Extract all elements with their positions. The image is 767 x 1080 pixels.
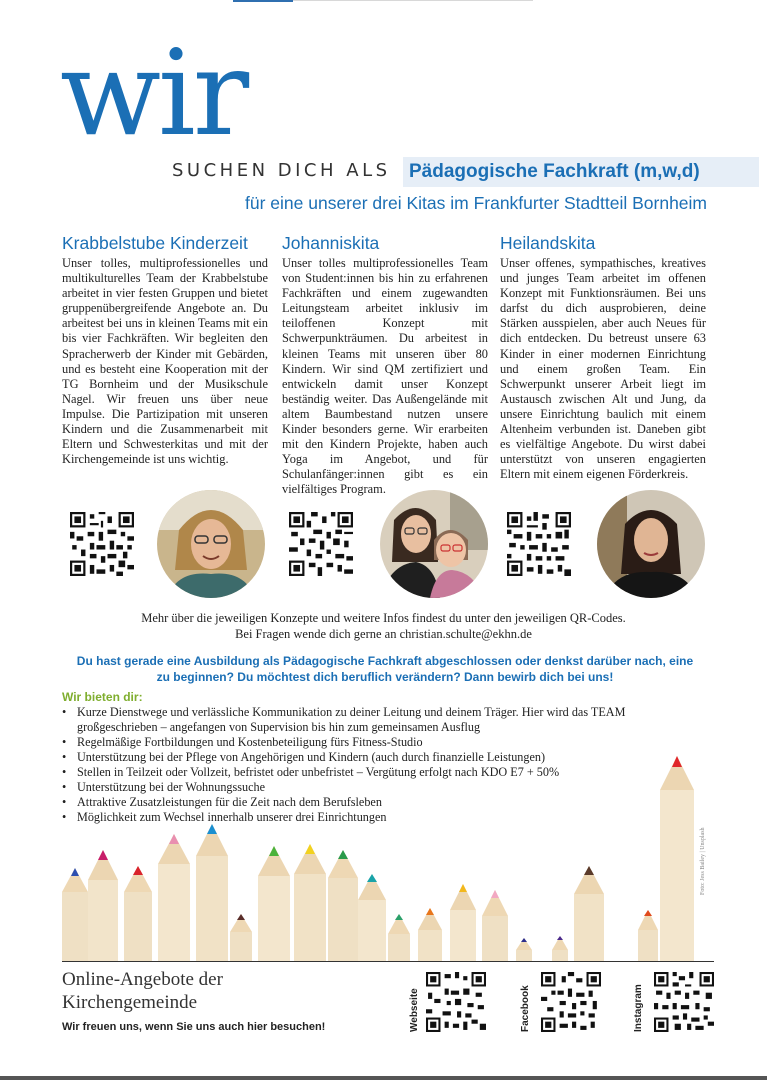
pencil bbox=[158, 834, 190, 962]
footer-title-line2: Kirchengemeinde bbox=[62, 992, 198, 1013]
qr-code-webseite[interactable] bbox=[426, 972, 486, 1032]
kita-name: Heilandskita bbox=[500, 233, 596, 253]
pencil bbox=[450, 884, 476, 962]
kita-column-krabbelstube bbox=[62, 233, 268, 467]
qr-code-instagram[interactable] bbox=[654, 972, 714, 1032]
kita-description: Unser tolles, multiprofessionelles und multikulturelles Team der Krabbelstube arbeitet in vier festen Gruppen und bietet gruppenübergreifende Angebote an. Du arbeitest bei uns in kleinen Teams mit ein bis vier Fachkräften. Wir begleiten den Spracherwerb der Kinder mit Gebärden, und es besteht eine Kooperation mit der TG Bornheim und der Musikschule Nagel. Wir freuen uns über neue Impulse. Die Partizipation mit unseren Kindern und die Zusammenarbeit mit Eltern und Schwesterkitas und mit der Kirchengemeinde ist uns wichtig. bbox=[62, 256, 268, 467]
social-label-webseite: Webseite bbox=[409, 988, 420, 1032]
offer-item: • Stellen in Teilzeit oder Vollzeit, befristet oder unbefristet – Vergütung erfolgt nach KDO E7 + 50% bbox=[62, 765, 662, 780]
footer-title-line1: Online-Angebote der bbox=[62, 969, 223, 990]
offer-item: • Attraktive Zusatzleistungen für die Zeit nach dem Berufsleben bbox=[62, 795, 662, 810]
pencil bbox=[124, 866, 152, 962]
info-line-qr: Mehr über die jeweiligen Konzepte und weitere Infos findest du unter den jeweiligen QR-Codes. bbox=[141, 611, 626, 625]
social-label-facebook: Facebook bbox=[520, 985, 531, 1032]
pencil bbox=[418, 908, 442, 962]
portrait-heilandskita bbox=[597, 490, 705, 598]
offer-item: • Unterstützung bei der Wohnungssuche bbox=[62, 780, 662, 795]
qr-code-johanniskita[interactable] bbox=[289, 512, 353, 576]
footer-divider bbox=[62, 961, 714, 962]
kita-column-johanniskita bbox=[282, 233, 488, 498]
pencil bbox=[230, 914, 252, 962]
portrait-krabbelstube bbox=[157, 490, 265, 598]
kita-name: Johanniskita bbox=[282, 233, 380, 253]
bottom-bar bbox=[0, 1076, 767, 1080]
offer-item: • Unterstützung bei der Pflege von Angehörigen und Kindern (auch durch finanzielle Leistungen) bbox=[62, 750, 662, 765]
offer-item: • Kurze Dienstwege und verlässliche Kommunikation zu deiner Leitung und deinem Träger. Hier wird das TEAM großgeschrieben – angefangen von Supervision bis hin zum gemeinsamen Ausflug bbox=[62, 705, 662, 735]
offer-item: • Regelmäßige Fortbildungen und Kostenbeteiligung fürs Fitness-Studio bbox=[62, 735, 662, 750]
pencil bbox=[258, 846, 290, 962]
colored-pencils-image bbox=[58, 750, 708, 962]
headline-wir: wir bbox=[60, 24, 247, 162]
headline-subline: für eine unserer drei Kitas im Frankfurter Stadtteil Bornheim bbox=[245, 193, 707, 213]
social-label-instagram: Instagram bbox=[633, 984, 644, 1032]
top-rule-thin bbox=[293, 0, 533, 1]
kita-description: Unser offenes, sympathisches, kreatives und junges Team arbeitet im offenen Konzept mit Funktionsräumen. Bei uns darfst du dich ausprobieren, deine Stärken ausspielen, aber auch Neues für dich entdecken. Du betreust unsere 63 Kinder in einer modernen Einrichtung und einem großen Team. Ein Schwerpunkt unserer Arbeit liegt im Austausch zwischen Alt und Jung, da unsere Einrichtung baulich mit einem Altenheim verbunden ist. Daneben gibt es vielfältige Angebote. Du wirst dabei unterstützt von unseren engagierten Eltern mit einem eigenen Förderkreis. bbox=[500, 256, 706, 482]
headline-suchen: SUCHEN DICH ALS bbox=[172, 160, 391, 181]
top-rule bbox=[233, 0, 293, 2]
footer-subtitle: Wir freuen uns, wenn Sie uns auch hier besuchen! bbox=[62, 1021, 326, 1033]
photo-credit: Foto: Jess Bailey | Unsplash bbox=[700, 827, 706, 895]
qr-code-heilandskita[interactable] bbox=[507, 512, 571, 576]
pencil bbox=[660, 756, 694, 962]
footer-title bbox=[62, 968, 223, 1014]
kita-description: Unser tolles multiprofessionelles Team von Student:innen bis hin zu erfahrenen Fachkräften und einem zugewandten Leitungsteam arbeitet inklusiv im teiloffenen Konzept mit Schwerpunkträumen. Du arbeitest in kleinen Teams mit unseren über 80 Kindern. Wir sind QM zertifiziert und entwickeln damit unser Konzept beständig weiter. Das Außengelände mit altem Baumbestand nutzen unsere Kinder besonders gerne. Wir erarbeiten mit den Kindern Projekte, haben auch Yoga im Angebot, und für Schulanfänger:innen gibt es ein vielfältiges Program. bbox=[282, 256, 488, 497]
kita-column-heilandskita bbox=[500, 233, 706, 482]
pencil bbox=[574, 866, 604, 962]
info-line-contact: Bei Fragen wende dich gerne an christian.schulte@ekhn.de bbox=[235, 627, 532, 641]
pencil bbox=[196, 824, 228, 962]
pencil bbox=[516, 938, 532, 962]
qr-code-krabbelstube[interactable] bbox=[70, 512, 134, 576]
pencil bbox=[88, 850, 118, 962]
pencil bbox=[388, 914, 410, 962]
qr-code-facebook[interactable] bbox=[541, 972, 601, 1032]
info-text bbox=[0, 610, 767, 642]
pencil bbox=[358, 874, 386, 962]
offer-heading: Wir bieten dir: bbox=[62, 690, 143, 704]
pencil bbox=[482, 890, 508, 962]
pencil bbox=[294, 844, 326, 962]
kita-name: Krabbelstube Kinderzeit bbox=[62, 233, 248, 253]
pencil bbox=[638, 910, 658, 962]
pencil bbox=[328, 850, 358, 962]
portrait-johanniskita bbox=[380, 490, 488, 598]
call-to-action: Du hast gerade eine Ausbildung als Pädagogische Fachkraft abgeschlossen oder denkst darüber nach, eine zu beginnen? Du möchtest dich beruflich verändern? Dann bewirb dich bei uns! bbox=[76, 654, 694, 684]
pencil bbox=[62, 868, 88, 962]
offer-item: • Möglichkeit zum Wechsel innerhalb unserer drei Einrichtungen bbox=[62, 810, 662, 825]
position-title: Pädagogische Fachkraft (m,w,d) bbox=[409, 161, 700, 182]
pencil bbox=[552, 936, 568, 962]
